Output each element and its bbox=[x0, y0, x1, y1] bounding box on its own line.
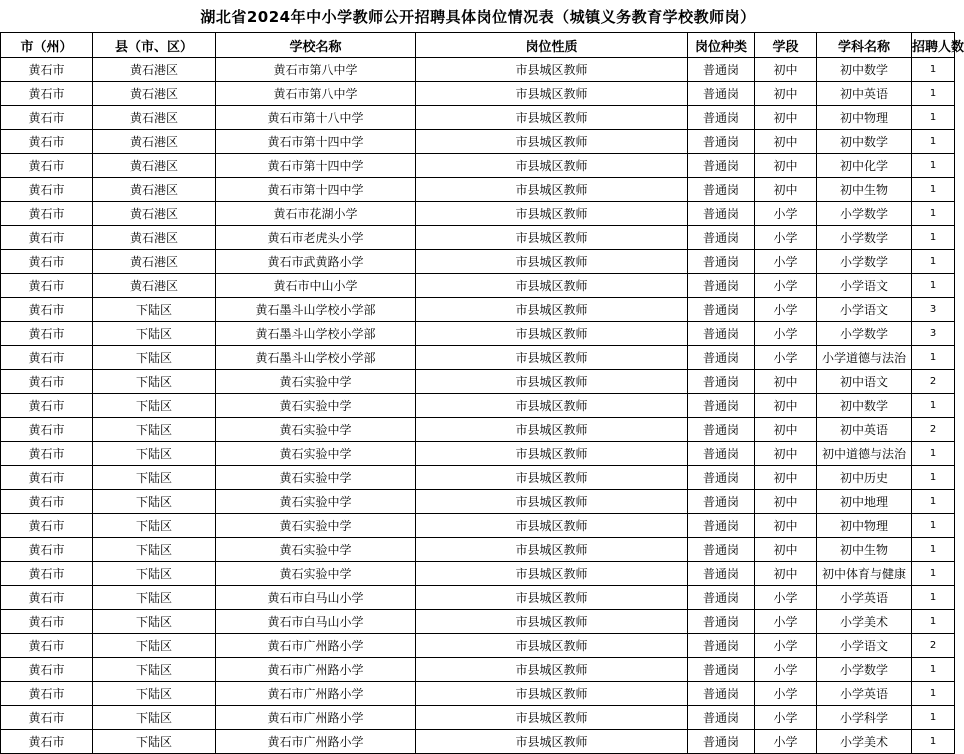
col-headcount-header: 招聘人数 bbox=[912, 33, 955, 58]
col-headcount-cell: 1 bbox=[912, 706, 955, 730]
col-stage-cell: 小学 bbox=[755, 706, 817, 730]
table-row bbox=[1, 418, 955, 442]
col-subject-cell: 小学数学 bbox=[817, 250, 912, 274]
col-headcount-cell: 1 bbox=[912, 490, 955, 514]
table-row bbox=[1, 682, 955, 706]
col-city-cell: 黄石市 bbox=[1, 610, 93, 634]
col-subject-cell: 初中数学 bbox=[817, 130, 912, 154]
col-position-nature-cell: 市县城区教师 bbox=[416, 346, 688, 370]
col-subject-cell: 小学科学 bbox=[817, 706, 912, 730]
col-subject-cell: 小学数学 bbox=[817, 322, 912, 346]
col-subject-cell: 初中数学 bbox=[817, 394, 912, 418]
col-subject-cell: 初中道德与法治 bbox=[817, 442, 912, 466]
col-position-nature-cell: 市县城区教师 bbox=[416, 178, 688, 202]
recruitment-table bbox=[0, 32, 964, 754]
table-row bbox=[1, 538, 955, 562]
col-subject-cell: 小学美术 bbox=[817, 730, 912, 754]
col-position-type-cell: 普通岗 bbox=[688, 226, 755, 250]
col-position-type-cell: 普通岗 bbox=[688, 154, 755, 178]
col-headcount-cell: 1 bbox=[912, 82, 955, 106]
table-row bbox=[1, 130, 955, 154]
col-city-cell: 黄石市 bbox=[1, 682, 93, 706]
col-county-cell: 下陆区 bbox=[93, 298, 216, 322]
col-position-type-cell: 普通岗 bbox=[688, 202, 755, 226]
table-row bbox=[1, 346, 955, 370]
col-position-type-cell: 普通岗 bbox=[688, 466, 755, 490]
col-position-type-cell: 普通岗 bbox=[688, 370, 755, 394]
col-school-cell: 黄石市第十四中学 bbox=[216, 154, 416, 178]
col-stage-cell: 初中 bbox=[755, 466, 817, 490]
col-school-cell: 黄石市第十八中学 bbox=[216, 106, 416, 130]
col-headcount-cell: 1 bbox=[912, 394, 955, 418]
col-city-cell: 黄石市 bbox=[1, 298, 93, 322]
col-subject-cell: 小学英语 bbox=[817, 682, 912, 706]
col-stage-cell: 小学 bbox=[755, 610, 817, 634]
header-row bbox=[1, 33, 955, 58]
col-stage-cell: 初中 bbox=[755, 82, 817, 106]
col-county-cell: 黄石港区 bbox=[93, 250, 216, 274]
col-school-cell: 黄石市广州路小学 bbox=[216, 682, 416, 706]
col-city-cell: 黄石市 bbox=[1, 250, 93, 274]
col-city-cell: 黄石市 bbox=[1, 730, 93, 754]
col-school-cell: 黄石市广州路小学 bbox=[216, 634, 416, 658]
col-city-cell: 黄石市 bbox=[1, 442, 93, 466]
col-city-cell: 黄石市 bbox=[1, 226, 93, 250]
col-position-type-cell: 普通岗 bbox=[688, 250, 755, 274]
col-city-cell: 黄石市 bbox=[1, 466, 93, 490]
col-county-cell: 下陆区 bbox=[93, 322, 216, 346]
col-school-cell: 黄石实验中学 bbox=[216, 370, 416, 394]
col-headcount-cell: 1 bbox=[912, 610, 955, 634]
col-position-type-cell: 普通岗 bbox=[688, 82, 755, 106]
col-headcount-cell: 1 bbox=[912, 226, 955, 250]
col-position-nature-cell: 市县城区教师 bbox=[416, 322, 688, 346]
col-school-cell: 黄石市广州路小学 bbox=[216, 658, 416, 682]
col-position-type-cell: 普通岗 bbox=[688, 418, 755, 442]
col-school-cell: 黄石市白马山小学 bbox=[216, 586, 416, 610]
col-county-cell: 黄石港区 bbox=[93, 154, 216, 178]
col-headcount-cell: 1 bbox=[912, 274, 955, 298]
col-subject-cell: 小学数学 bbox=[817, 658, 912, 682]
table-row bbox=[1, 82, 955, 106]
col-headcount-cell: 2 bbox=[912, 634, 955, 658]
col-school-cell: 黄石实验中学 bbox=[216, 514, 416, 538]
col-position-nature-cell: 市县城区教师 bbox=[416, 634, 688, 658]
col-position-nature-cell: 市县城区教师 bbox=[416, 154, 688, 178]
col-position-type-cell: 普通岗 bbox=[688, 658, 755, 682]
col-headcount-cell: 1 bbox=[912, 562, 955, 586]
col-subject-cell: 小学美术 bbox=[817, 610, 912, 634]
col-headcount-cell: 1 bbox=[912, 730, 955, 754]
col-county-cell: 下陆区 bbox=[93, 490, 216, 514]
col-position-nature-header: 岗位性质 bbox=[416, 33, 688, 58]
col-city-header: 市（州） bbox=[1, 33, 93, 58]
table-row bbox=[1, 514, 955, 538]
col-position-nature-cell: 市县城区教师 bbox=[416, 562, 688, 586]
table-row bbox=[1, 154, 955, 178]
col-position-nature-cell: 市县城区教师 bbox=[416, 442, 688, 466]
col-school-cell: 黄石市第十四中学 bbox=[216, 178, 416, 202]
col-county-cell: 下陆区 bbox=[93, 730, 216, 754]
col-position-nature-cell: 市县城区教师 bbox=[416, 58, 688, 82]
col-position-nature-cell: 市县城区教师 bbox=[416, 370, 688, 394]
col-city-cell: 黄石市 bbox=[1, 274, 93, 298]
col-position-type-cell: 普通岗 bbox=[688, 706, 755, 730]
col-city-cell: 黄石市 bbox=[1, 706, 93, 730]
col-headcount-cell: 1 bbox=[912, 538, 955, 562]
col-position-nature-cell: 市县城区教师 bbox=[416, 82, 688, 106]
col-stage-cell: 小学 bbox=[755, 730, 817, 754]
col-subject-cell: 小学英语 bbox=[817, 586, 912, 610]
col-county-header: 县（市、区） bbox=[93, 33, 216, 58]
col-subject-cell: 初中物理 bbox=[817, 514, 912, 538]
col-position-nature-cell: 市县城区教师 bbox=[416, 130, 688, 154]
table-row bbox=[1, 394, 955, 418]
col-city-cell: 黄石市 bbox=[1, 202, 93, 226]
col-headcount-cell: 1 bbox=[912, 682, 955, 706]
table-row bbox=[1, 322, 955, 346]
col-city-cell: 黄石市 bbox=[1, 418, 93, 442]
col-city-cell: 黄石市 bbox=[1, 58, 93, 82]
table-row bbox=[1, 58, 955, 82]
col-county-cell: 黄石港区 bbox=[93, 58, 216, 82]
table-row bbox=[1, 490, 955, 514]
col-subject-cell: 初中英语 bbox=[817, 82, 912, 106]
col-county-cell: 下陆区 bbox=[93, 562, 216, 586]
col-position-nature-cell: 市县城区教师 bbox=[416, 250, 688, 274]
col-county-cell: 黄石港区 bbox=[93, 178, 216, 202]
col-county-cell: 下陆区 bbox=[93, 586, 216, 610]
col-school-cell: 黄石市广州路小学 bbox=[216, 730, 416, 754]
col-stage-cell: 小学 bbox=[755, 658, 817, 682]
col-position-nature-cell: 市县城区教师 bbox=[416, 202, 688, 226]
col-position-nature-cell: 市县城区教师 bbox=[416, 490, 688, 514]
col-position-nature-cell: 市县城区教师 bbox=[416, 610, 688, 634]
col-stage-cell: 小学 bbox=[755, 298, 817, 322]
col-position-nature-cell: 市县城区教师 bbox=[416, 106, 688, 130]
col-stage-cell: 初中 bbox=[755, 154, 817, 178]
col-position-type-cell: 普通岗 bbox=[688, 130, 755, 154]
col-subject-cell: 初中语文 bbox=[817, 370, 912, 394]
col-headcount-cell: 1 bbox=[912, 58, 955, 82]
col-subject-header: 学科名称 bbox=[817, 33, 912, 58]
col-position-type-cell: 普通岗 bbox=[688, 514, 755, 538]
col-stage-cell: 小学 bbox=[755, 322, 817, 346]
col-school-cell: 黄石市第八中学 bbox=[216, 58, 416, 82]
col-subject-cell: 初中体育与健康 bbox=[817, 562, 912, 586]
col-headcount-cell: 1 bbox=[912, 202, 955, 226]
col-subject-cell: 小学语文 bbox=[817, 298, 912, 322]
col-school-cell: 黄石市白马山小学 bbox=[216, 610, 416, 634]
col-stage-cell: 初中 bbox=[755, 130, 817, 154]
col-subject-cell: 初中物理 bbox=[817, 106, 912, 130]
col-position-type-cell: 普通岗 bbox=[688, 178, 755, 202]
col-headcount-cell: 1 bbox=[912, 442, 955, 466]
col-position-type-cell: 普通岗 bbox=[688, 490, 755, 514]
col-position-type-cell: 普通岗 bbox=[688, 442, 755, 466]
col-county-cell: 下陆区 bbox=[93, 442, 216, 466]
col-county-cell: 下陆区 bbox=[93, 370, 216, 394]
col-county-cell: 下陆区 bbox=[93, 706, 216, 730]
col-school-cell: 黄石墨斗山学校小学部 bbox=[216, 298, 416, 322]
col-city-cell: 黄石市 bbox=[1, 562, 93, 586]
table-row bbox=[1, 586, 955, 610]
col-position-nature-cell: 市县城区教师 bbox=[416, 682, 688, 706]
col-position-nature-cell: 市县城区教师 bbox=[416, 658, 688, 682]
table-row bbox=[1, 226, 955, 250]
table-row bbox=[1, 730, 955, 754]
col-position-nature-cell: 市县城区教师 bbox=[416, 706, 688, 730]
col-city-cell: 黄石市 bbox=[1, 394, 93, 418]
col-school-cell: 黄石实验中学 bbox=[216, 562, 416, 586]
col-stage-cell: 初中 bbox=[755, 418, 817, 442]
col-position-type-cell: 普通岗 bbox=[688, 58, 755, 82]
table-row bbox=[1, 178, 955, 202]
table-row bbox=[1, 250, 955, 274]
col-position-type-cell: 普通岗 bbox=[688, 610, 755, 634]
col-school-cell: 黄石实验中学 bbox=[216, 394, 416, 418]
table-row bbox=[1, 442, 955, 466]
col-position-type-cell: 普通岗 bbox=[688, 106, 755, 130]
col-city-cell: 黄石市 bbox=[1, 130, 93, 154]
col-school-cell: 黄石市中山小学 bbox=[216, 274, 416, 298]
col-city-cell: 黄石市 bbox=[1, 514, 93, 538]
col-city-cell: 黄石市 bbox=[1, 178, 93, 202]
col-stage-cell: 初中 bbox=[755, 58, 817, 82]
col-headcount-cell: 1 bbox=[912, 346, 955, 370]
col-position-type-cell: 普通岗 bbox=[688, 346, 755, 370]
col-stage-cell: 小学 bbox=[755, 682, 817, 706]
col-city-cell: 黄石市 bbox=[1, 490, 93, 514]
col-county-cell: 下陆区 bbox=[93, 466, 216, 490]
col-stage-cell: 小学 bbox=[755, 250, 817, 274]
col-stage-cell: 初中 bbox=[755, 490, 817, 514]
col-county-cell: 下陆区 bbox=[93, 610, 216, 634]
col-county-cell: 黄石港区 bbox=[93, 106, 216, 130]
col-subject-cell: 初中生物 bbox=[817, 178, 912, 202]
col-school-cell: 黄石实验中学 bbox=[216, 466, 416, 490]
col-position-type-cell: 普通岗 bbox=[688, 322, 755, 346]
col-stage-cell: 初中 bbox=[755, 562, 817, 586]
col-county-cell: 下陆区 bbox=[93, 682, 216, 706]
col-headcount-cell: 1 bbox=[912, 466, 955, 490]
col-position-type-cell: 普通岗 bbox=[688, 586, 755, 610]
col-county-cell: 下陆区 bbox=[93, 418, 216, 442]
table-row bbox=[1, 610, 955, 634]
col-headcount-cell: 2 bbox=[912, 418, 955, 442]
col-county-cell: 黄石港区 bbox=[93, 274, 216, 298]
col-county-cell: 下陆区 bbox=[93, 538, 216, 562]
col-school-cell: 黄石实验中学 bbox=[216, 418, 416, 442]
col-position-type-cell: 普通岗 bbox=[688, 730, 755, 754]
table-row bbox=[1, 634, 955, 658]
col-subject-cell: 初中地理 bbox=[817, 490, 912, 514]
col-stage-cell: 初中 bbox=[755, 514, 817, 538]
col-school-cell: 黄石墨斗山学校小学部 bbox=[216, 322, 416, 346]
col-position-nature-cell: 市县城区教师 bbox=[416, 394, 688, 418]
col-position-type-cell: 普通岗 bbox=[688, 562, 755, 586]
col-school-cell: 黄石市第八中学 bbox=[216, 82, 416, 106]
col-city-cell: 黄石市 bbox=[1, 154, 93, 178]
col-city-cell: 黄石市 bbox=[1, 634, 93, 658]
col-headcount-cell: 2 bbox=[912, 370, 955, 394]
col-position-type-cell: 普通岗 bbox=[688, 394, 755, 418]
table-row bbox=[1, 370, 955, 394]
col-stage-cell: 小学 bbox=[755, 634, 817, 658]
col-position-nature-cell: 市县城区教师 bbox=[416, 538, 688, 562]
col-headcount-cell: 1 bbox=[912, 154, 955, 178]
col-stage-cell: 小学 bbox=[755, 226, 817, 250]
col-stage-cell: 初中 bbox=[755, 370, 817, 394]
col-stage-cell: 小学 bbox=[755, 346, 817, 370]
col-county-cell: 下陆区 bbox=[93, 658, 216, 682]
table-row bbox=[1, 706, 955, 730]
col-city-cell: 黄石市 bbox=[1, 538, 93, 562]
col-stage-cell: 初中 bbox=[755, 178, 817, 202]
col-county-cell: 黄石港区 bbox=[93, 82, 216, 106]
col-subject-cell: 初中历史 bbox=[817, 466, 912, 490]
col-city-cell: 黄石市 bbox=[1, 82, 93, 106]
col-headcount-cell: 1 bbox=[912, 514, 955, 538]
col-stage-cell: 初中 bbox=[755, 442, 817, 466]
col-county-cell: 下陆区 bbox=[93, 346, 216, 370]
col-position-nature-cell: 市县城区教师 bbox=[416, 466, 688, 490]
col-stage-cell: 初中 bbox=[755, 538, 817, 562]
col-stage-cell: 初中 bbox=[755, 106, 817, 130]
col-school-cell: 黄石市老虎头小学 bbox=[216, 226, 416, 250]
sheet-title: 湖北省2024年中小学教师公开招聘具体岗位情况表（城镇义务教育学校教师岗） bbox=[200, 7, 756, 26]
table-row bbox=[1, 274, 955, 298]
col-headcount-cell: 1 bbox=[912, 586, 955, 610]
col-subject-cell: 小学语文 bbox=[817, 274, 912, 298]
col-school-header: 学校名称 bbox=[216, 33, 416, 58]
col-subject-cell: 小学语文 bbox=[817, 634, 912, 658]
col-school-cell: 黄石市花湖小学 bbox=[216, 202, 416, 226]
col-city-cell: 黄石市 bbox=[1, 586, 93, 610]
col-headcount-cell: 3 bbox=[912, 322, 955, 346]
col-subject-cell: 小学数学 bbox=[817, 202, 912, 226]
col-subject-cell: 小学数学 bbox=[817, 226, 912, 250]
col-stage-cell: 小学 bbox=[755, 586, 817, 610]
col-county-cell: 下陆区 bbox=[93, 514, 216, 538]
col-school-cell: 黄石实验中学 bbox=[216, 538, 416, 562]
col-subject-cell: 初中生物 bbox=[817, 538, 912, 562]
col-position-nature-cell: 市县城区教师 bbox=[416, 298, 688, 322]
col-county-cell: 下陆区 bbox=[93, 394, 216, 418]
table-row bbox=[1, 106, 955, 130]
col-county-cell: 黄石港区 bbox=[93, 226, 216, 250]
col-school-cell: 黄石市武黄路小学 bbox=[216, 250, 416, 274]
table-row bbox=[1, 658, 955, 682]
col-position-nature-cell: 市县城区教师 bbox=[416, 586, 688, 610]
col-subject-cell: 初中化学 bbox=[817, 154, 912, 178]
col-position-nature-cell: 市县城区教师 bbox=[416, 226, 688, 250]
col-headcount-cell: 1 bbox=[912, 250, 955, 274]
table-row bbox=[1, 466, 955, 490]
col-subject-cell: 初中数学 bbox=[817, 58, 912, 82]
col-city-cell: 黄石市 bbox=[1, 658, 93, 682]
col-county-cell: 黄石港区 bbox=[93, 202, 216, 226]
table-row bbox=[1, 298, 955, 322]
col-position-type-cell: 普通岗 bbox=[688, 538, 755, 562]
col-position-nature-cell: 市县城区教师 bbox=[416, 274, 688, 298]
col-headcount-cell: 1 bbox=[912, 106, 955, 130]
col-position-type-cell: 普通岗 bbox=[688, 634, 755, 658]
table-row bbox=[1, 202, 955, 226]
table-body bbox=[1, 58, 955, 754]
col-stage-cell: 初中 bbox=[755, 394, 817, 418]
col-headcount-cell: 1 bbox=[912, 130, 955, 154]
col-city-cell: 黄石市 bbox=[1, 346, 93, 370]
col-stage-cell: 小学 bbox=[755, 202, 817, 226]
col-position-type-cell: 普通岗 bbox=[688, 298, 755, 322]
col-position-type-header: 岗位种类 bbox=[688, 33, 755, 58]
col-city-cell: 黄石市 bbox=[1, 370, 93, 394]
col-headcount-cell: 3 bbox=[912, 298, 955, 322]
col-headcount-cell: 1 bbox=[912, 658, 955, 682]
col-school-cell: 黄石墨斗山学校小学部 bbox=[216, 346, 416, 370]
col-subject-cell: 小学道德与法治 bbox=[817, 346, 912, 370]
col-city-cell: 黄石市 bbox=[1, 322, 93, 346]
col-school-cell: 黄石市广州路小学 bbox=[216, 706, 416, 730]
col-position-nature-cell: 市县城区教师 bbox=[416, 514, 688, 538]
col-position-type-cell: 普通岗 bbox=[688, 274, 755, 298]
col-subject-cell: 初中英语 bbox=[817, 418, 912, 442]
col-school-cell: 黄石实验中学 bbox=[216, 490, 416, 514]
col-school-cell: 黄石市第十四中学 bbox=[216, 130, 416, 154]
col-position-nature-cell: 市县城区教师 bbox=[416, 418, 688, 442]
table-row bbox=[1, 562, 955, 586]
col-stage-cell: 小学 bbox=[755, 274, 817, 298]
col-county-cell: 下陆区 bbox=[93, 634, 216, 658]
col-position-nature-cell: 市县城区教师 bbox=[416, 730, 688, 754]
col-position-type-cell: 普通岗 bbox=[688, 682, 755, 706]
col-stage-header: 学段 bbox=[755, 33, 817, 58]
col-county-cell: 黄石港区 bbox=[93, 130, 216, 154]
col-school-cell: 黄石实验中学 bbox=[216, 442, 416, 466]
col-headcount-cell: 1 bbox=[912, 178, 955, 202]
col-city-cell: 黄石市 bbox=[1, 106, 93, 130]
